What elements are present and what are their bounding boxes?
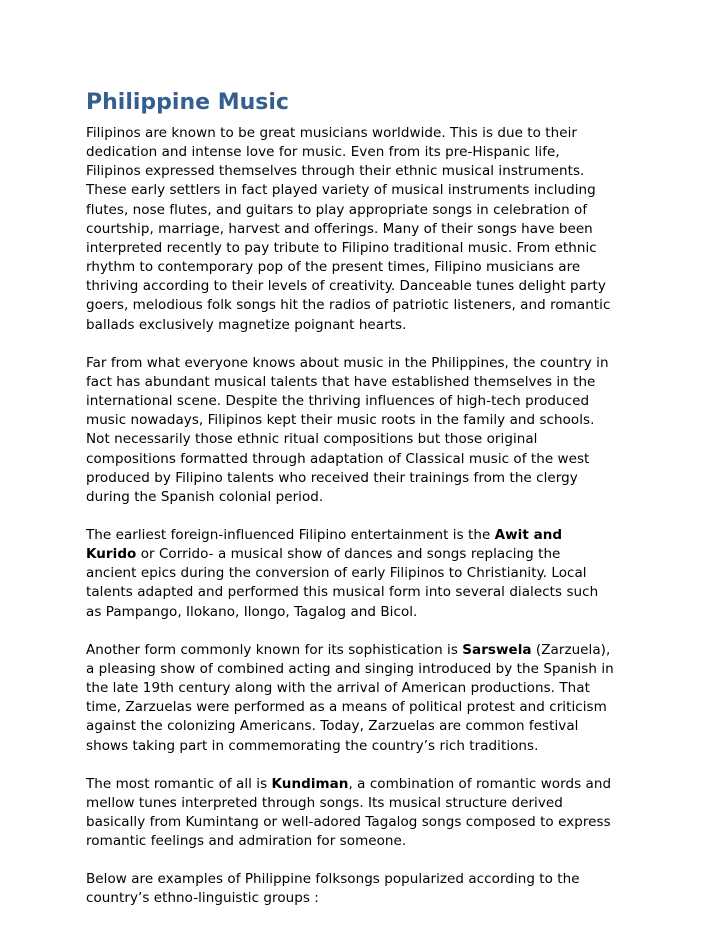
bold-term: Kundiman [271,775,349,792]
text-line: international scene. Despite the thriving influences of high-tech produced [86,393,590,410]
text-line: romantic feelings and admiration for someone. [86,833,407,850]
text-line: shows taking part in commemorating the country’s rich traditions. [86,737,539,754]
text-line: mellow tunes interpreted through songs. Its musical structure derived [86,794,563,811]
text-line: These early settlers in fact played variety of musical instruments including [86,182,596,199]
text-line: basically from Kumintang or well-adored Tagalog songs composed to express [86,814,611,830]
text-line: produced by Filipino talents who received their trainings from the clergy [86,469,578,486]
text-line: courtship, marriage, harvest and offerings. Many of their songs have been [86,220,593,237]
paragraph-folksongs-intro [86,870,656,908]
text-line: music nowadays, Filipinos kept their music roots in the family and schools. [86,412,595,429]
text-line: country’s ethno-linguistic groups : [86,890,319,907]
text-line: fact has abundant musical talents that have established themselves in the [86,373,596,390]
text-line: Filipinos expressed themselves through their ethnic musical instruments. [86,163,585,180]
bold-term: Awit and [494,526,563,543]
text-line: ballads exclusively magnetize poignant hearts. [86,316,407,333]
paragraph-kundiman [86,775,656,852]
text-line: Another form commonly known for its sophistication is Sarswela (Zarzuela), [86,641,611,658]
text-line: ancient epics during the conversion of early Filipinos to Christianity. Local [86,565,587,582]
text-line: interpreted recently to pay tribute to Filipino traditional music. From ethnic [86,239,597,256]
text-line: as Pampango, Ilokano, Ilongo, Tagalog and Bicol. [86,603,418,620]
text-line: dedication and intense love for music. Even from its pre-Hispanic life, [86,144,560,161]
text-line: a pleasing show of combined acting and singing introduced by the Spanish in [86,660,614,677]
text-line: Not necessarily those ethnic ritual compositions but those original [86,431,538,448]
text-line: during the Spanish colonial period. [86,488,324,505]
bold-term: Kurido [86,546,137,563]
text-line: Kurido or Corrido- a musical show of dances and songs replacing the [86,546,561,563]
bold-term: Sarswela [462,641,532,658]
document-page [86,88,656,928]
paragraph-intro [86,124,656,335]
paragraph-music-talents [86,354,656,507]
text-line: flutes, nose flutes, and guitars to play appropriate songs in celebration of [86,201,588,218]
page-title: Philippine Music [86,90,289,115]
text-line: The most romantic of all is Kundiman, a combination of romantic words and [86,775,612,792]
text-line: talents adapted and performed this musical form into several dialects such [86,584,599,601]
text-line: rhythm to contemporary pop of the present times, Filipino musicians are [86,259,581,276]
text-line: the late 19th century along with the arrival of American productions. That [86,680,590,697]
text-line: The earliest foreign-influenced Filipino entertainment is the Awit and [86,526,563,543]
text-line: compositions formatted through adaptation of Classical music of the west [86,450,590,467]
paragraph-sarswela [86,641,656,756]
text-line: goers, melodious folk songs hit the radios of patriotic listeners, and romantic [86,297,611,314]
text-line: Far from what everyone knows about music in the Philippines, the country in [86,354,609,371]
text-line: Below are examples of Philippine folksongs popularized according to the [86,871,580,888]
text-line: against the colonizing Americans. Today, Zarzuelas are common festival [86,718,579,735]
paragraph-awit-kurido [86,526,656,622]
text-line: time, Zarzuelas were performed as a means of political protest and criticism [86,699,607,716]
text-line: thriving according to their levels of creativity. Danceable tunes delight party [86,278,606,295]
text-line: Filipinos are known to be great musicians worldwide. This is due to their [86,125,578,141]
